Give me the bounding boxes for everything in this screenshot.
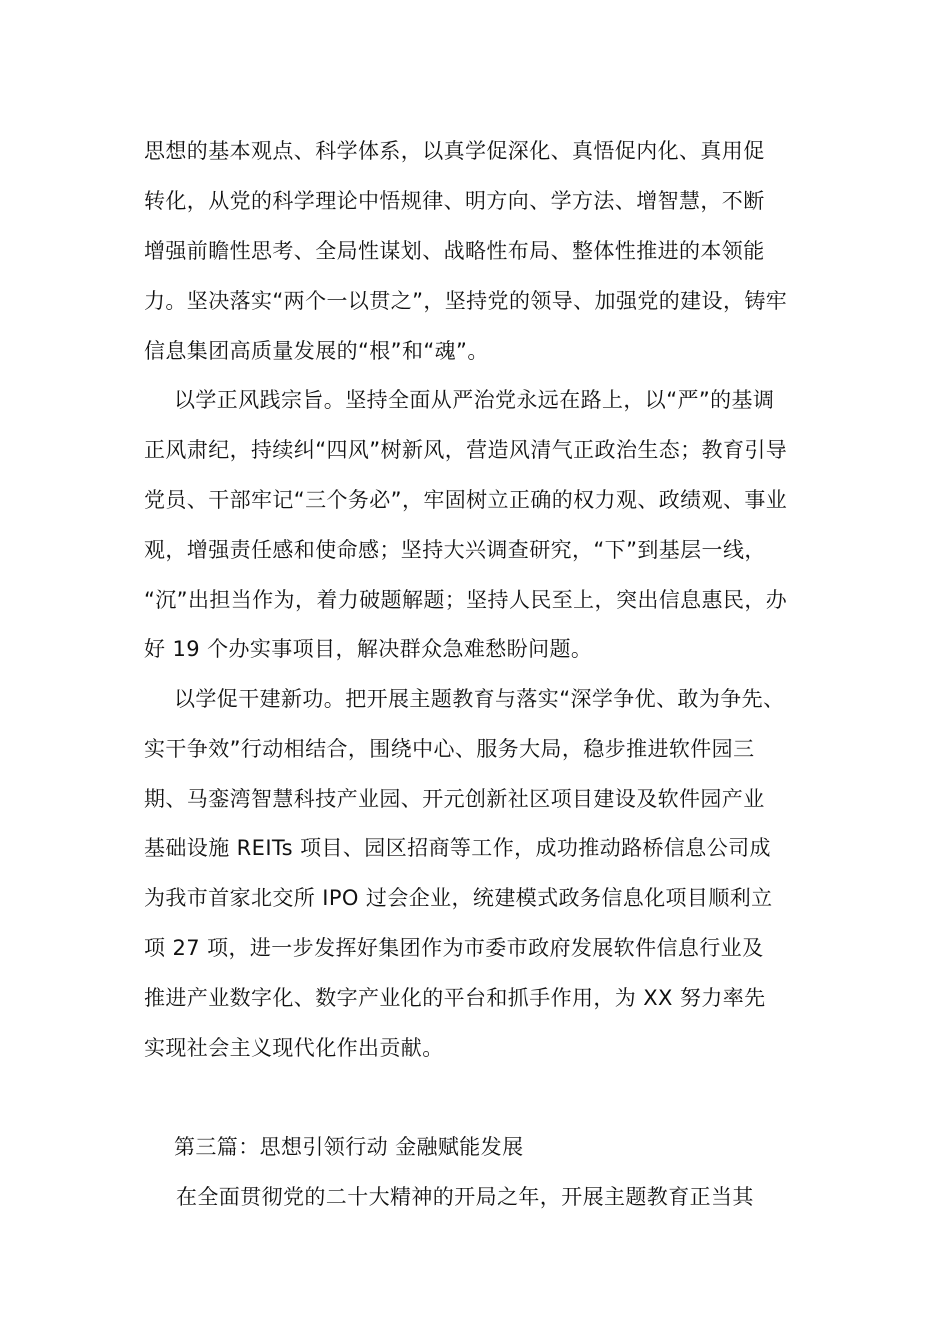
body-line: 党员、干部牢记“三个务必”，牢固树立正确的权力观、政绩观、事业 [144,488,788,512]
body-line: 信息集团高质量发展的“根”和“魂”。 [144,339,489,363]
body-line: 项 27 项，进一步发挥好集团作为市委市政府发展软件信息行业及 [144,936,764,960]
section-heading: 第三篇：思想引领行动 金融赋能发展 [174,1135,524,1159]
body-line: 正风肃纪，持续纠“四风”树新风，营造风清气正政治生态；教育引导 [144,438,788,462]
body-line: 增强前瞻性思考、全局性谋划、战略性布局、整体性推进的本领能 [144,239,765,263]
body-line: 转化，从党的科学理论中悟规律、明方向、学方法、增智慧，不断 [144,189,765,213]
body-line: 思想的基本观点、科学体系，以真学促深化、真悟促内化、真用促 [144,139,765,163]
body-line: 推进产业数字化、数字产业化的平台和抓手作用，为 XX 努力率先 [144,986,766,1010]
body-line: 实干争效”行动相结合，围绕中心、服务大局，稳步推进软件园三 [144,737,755,761]
paragraph-start-line: 在全面贯彻党的二十大精神的开局之年，开展主题教育正当其 [176,1185,754,1209]
body-line: 基础设施 REITs 项目、园区招商等工作，成功推动路桥信息公司成 [144,836,771,860]
body-line: 为我市首家北交所 IPO 过会企业，统建模式政务信息化项目顺利立 [144,886,773,910]
body-line: 期、马銮湾智慧科技产业园、开元创新社区项目建设及软件园产业 [144,787,765,811]
body-line: 观，增强责任感和使命感；坚持大兴调查研究，“下”到基层一线， [144,538,766,562]
paragraph-start-line: 以学正风践宗旨。坚持全面从严治党永远在路上，以“严”的基调 [174,388,775,412]
body-line: 好 19 个办实事项目，解决群众急难愁盼问题。 [144,637,593,661]
body-line: “沉”出担当作为，着力破题解题；坚持人民至上，突出信息惠民，办 [144,588,788,612]
body-line: 实现社会主义现代化作出贡献。 [144,1036,444,1060]
body-line: 力。坚决落实“两个一以贯之”，坚持党的领导、加强党的建设，铸牢 [144,289,788,313]
paragraph-start-line: 以学促干建新功。把开展主题教育与落实“深学争优、敢为争先、 [174,687,785,711]
